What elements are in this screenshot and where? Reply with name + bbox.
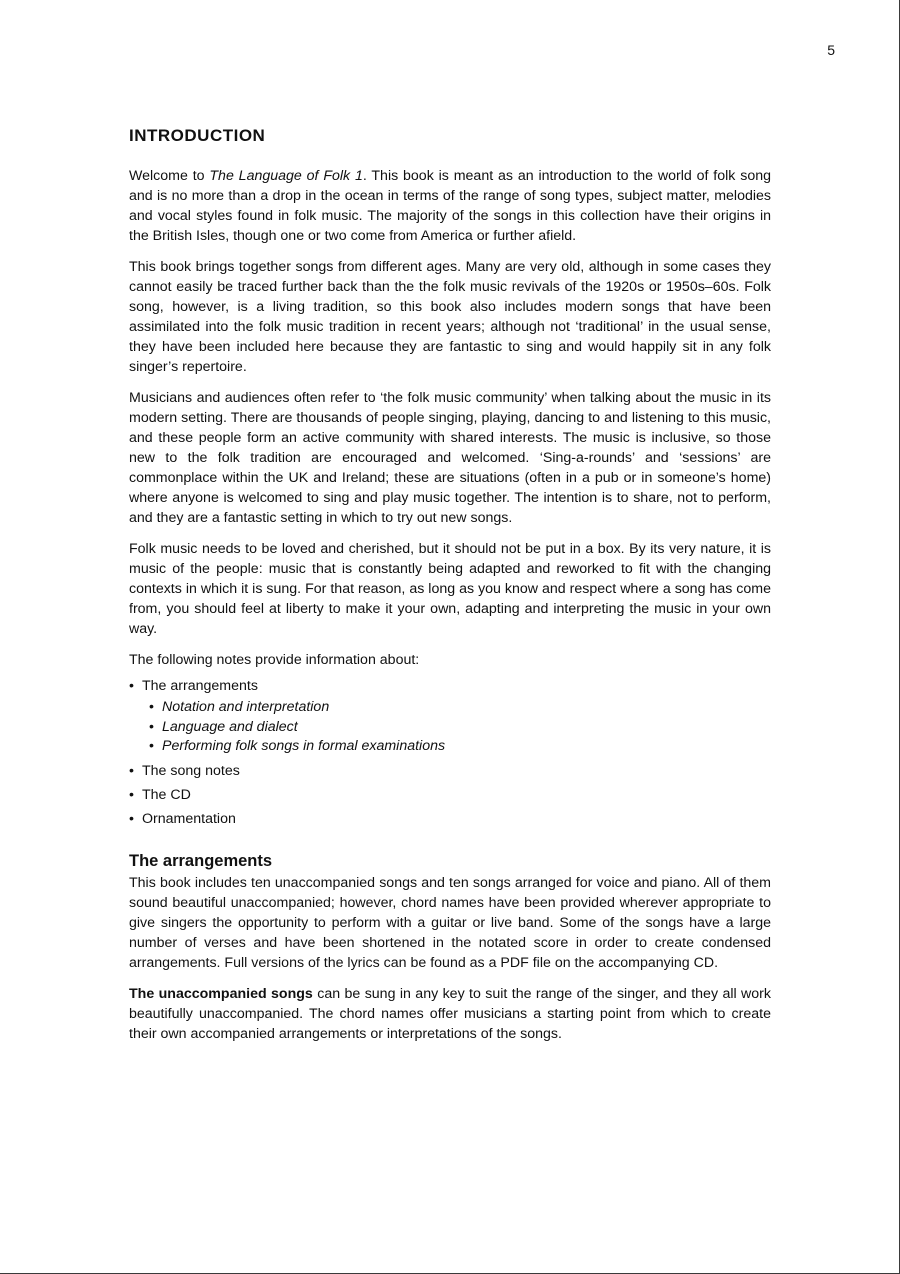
intro-paragraph-3: Musicians and audiences often refer to ‘the folk music community’ when talking about the music in its modern setting. There are thousands of people singing, playing, dancing to and listening to this music, and these people form an active community with shared interests. The music is inclusive, so those new to the folk tradition are encouraged and welcomed. ‘Sing-a-rounds’ and ‘sessions’ are commonplace within the UK and Ireland; these are situations (often in a pub or in someone’s home) where anyone is welcomed to sing and play music together. The intention is to share, not to perform, and they are a fantastic setting in which to try out new songs. [129,390,771,526]
list-item-label: The arrangements [142,678,258,694]
sub-list-item-label: Notation and interpretation [162,699,330,715]
bold-lead-text: The unaccompanied songs [129,985,313,1002]
bullet-icon: • [129,786,134,803]
list-item-label: The song notes [142,762,240,779]
bullet-icon: • [129,810,134,827]
sub-list-item [149,698,771,718]
intro-p1-start: Welcome to [129,168,210,184]
bullet-icon: • [149,699,154,715]
sub-list [149,698,771,757]
bullet-icon: • [149,738,154,754]
notes-list [129,676,771,829]
intro-paragraph-1 [129,166,771,246]
list-item [129,809,771,829]
bullet-icon: • [129,762,134,779]
list-item-label: Ornamentation [142,810,236,827]
intro-paragraph-5: The following notes provide information about: [129,652,420,668]
sub-list-item-label: Language and dialect [162,718,298,735]
intro-paragraph-4: Folk music needs to be loved and cherished, but it should not be put in a box. By its very nature, it is music of the people: music that is constantly being adapted and reworked to fit with the changing contexts in which it is sung. For that reason, as long as you know and respect where a song has come from, you should feel at liberty to make it your own, adapting and interpreting the music in your own way. [129,541,771,637]
sub-list-item [149,737,771,757]
intro-p1-end: . This book is meant as an introduction to the world of folk song and is no more than a drop in the ocean in terms of the range of song types, subject matter, melodies and vocal styles found in folk music. The majority of the songs in this collection have their origins in the British Isles, though one or two come from America or further afield. [129,168,771,244]
sub-list-item [149,718,771,738]
list-item [129,761,771,781]
intro-paragraph-2: This book brings together songs from different ages. Many are very old, although in some cases they cannot easily be traced further back than the the folk music revivals of the 1920s or 1950s–60s. Folk song, however, is a living tradition, so this book also includes modern songs that have been assimilated into the folk music tradition in recent years; although not ‘traditional’ in the usual sense, they have been included here because they are fantastic to sing and would happily sit in any folk singer’s repertoire. [129,259,771,375]
bullet-icon: • [149,718,154,735]
page-title: INTRODUCTION [129,126,266,145]
list-item [129,676,771,757]
bullet-icon: • [129,678,134,694]
book-title: The Language of Folk 1 [209,168,363,184]
page-content [129,126,771,1055]
sub-list-item-label: Performing folk songs in formal examinations [162,738,446,754]
arrangements-paragraph-1: This book includes ten unaccompanied songs and ten songs arranged for voice and piano. All of them sound beautiful unaccompanied; however, chord names have been provided wherever appropriate to give singers the opportunity to perform with a guitar or live band. Some of the songs have a large number of verses and have been shortened in the notated score in order to create condensed arrangements. Full versions of the lyrics can be found as a PDF file on the accompanying CD. [129,874,771,971]
list-item [129,785,771,805]
section-heading: The arrangements [129,851,273,870]
page-number: 5 [827,42,835,58]
arrangements-paragraph-2 [129,984,771,1044]
list-item-label: The CD [142,786,191,803]
arrangements-p2-text: can be sung in any key to suit the range of the singer, and they all work beautifully unaccompanied. The chord names offer musicians a starting point from which to create their own accompanied arrangements or interpretations of the songs. [129,985,771,1042]
